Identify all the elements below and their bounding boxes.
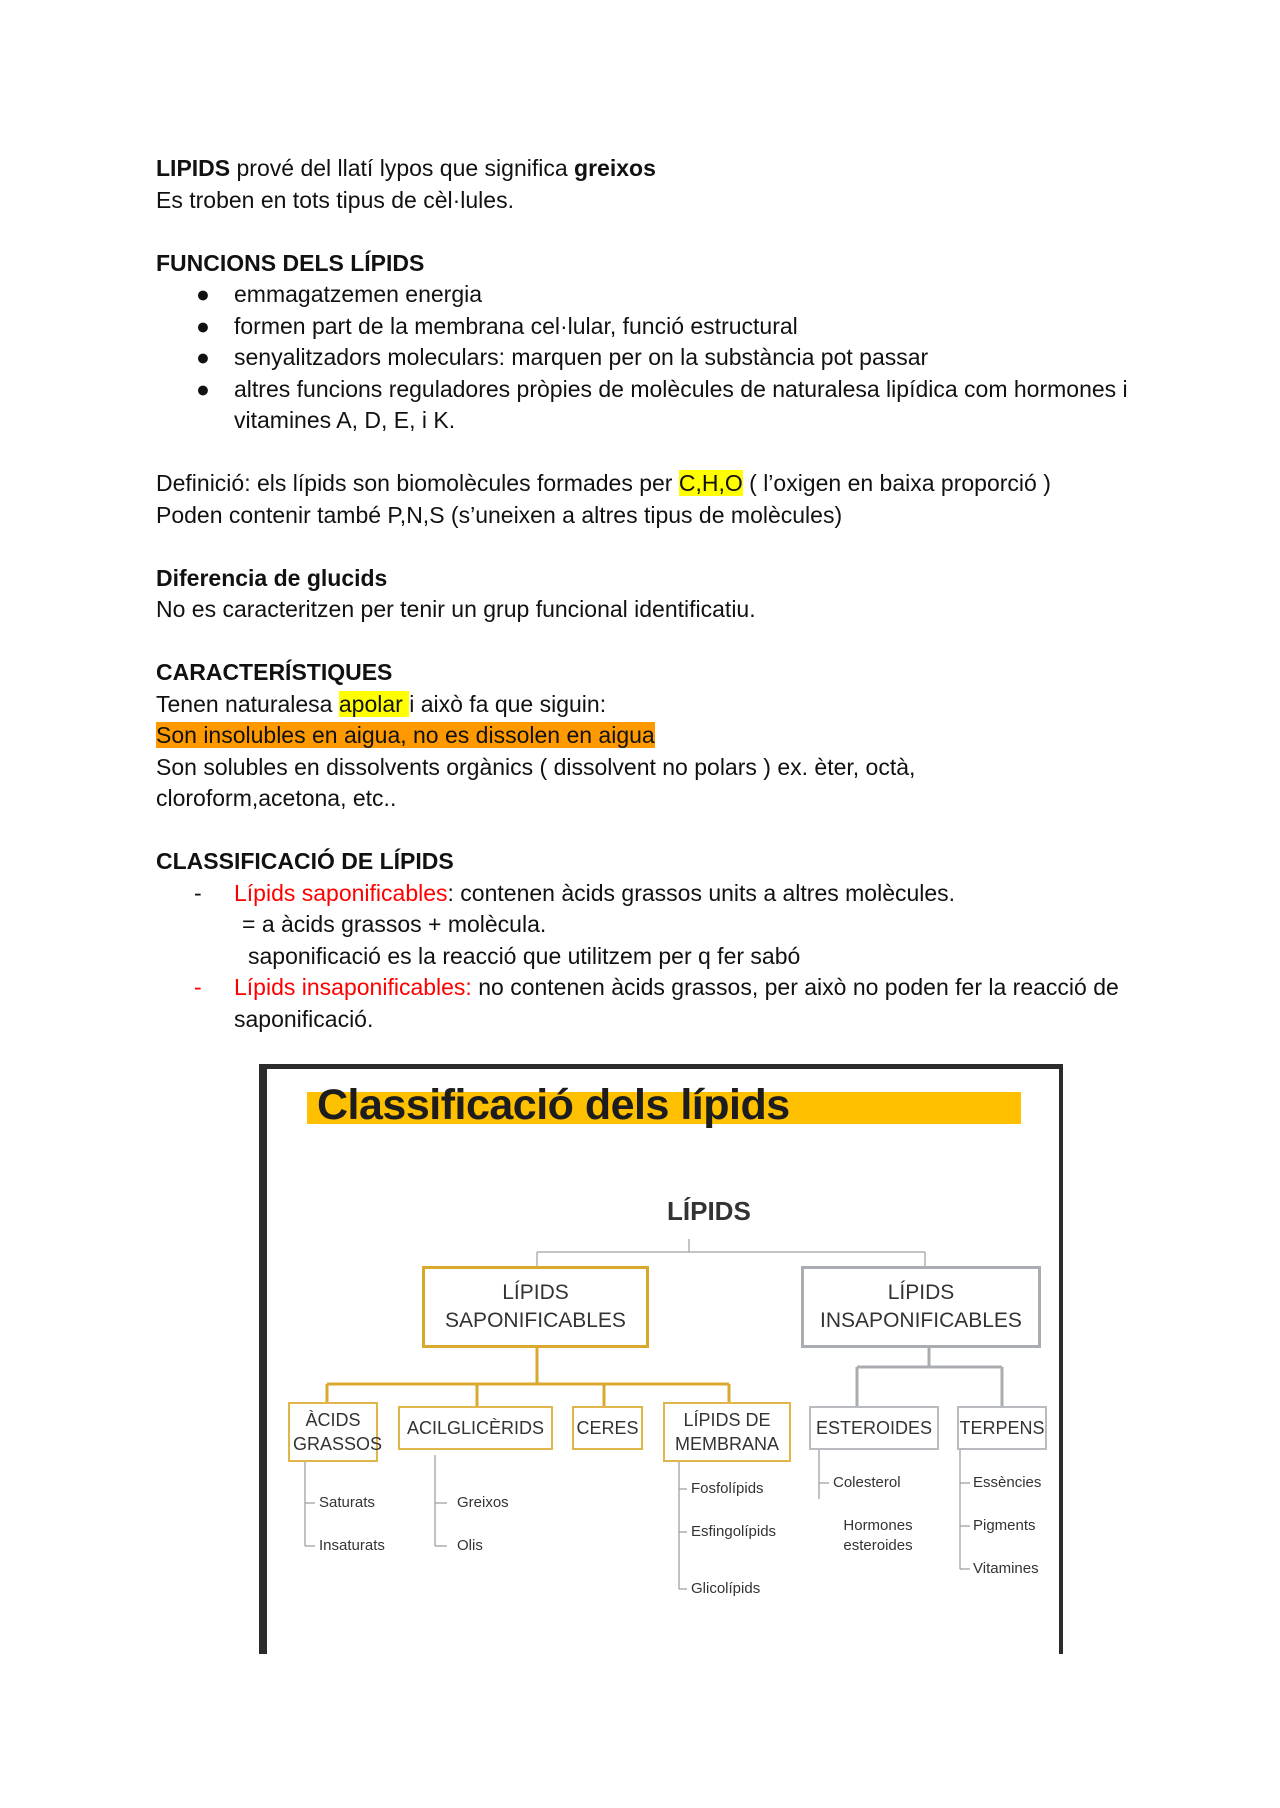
list-item: - Lípids insaponificables: no contenen àcids grassos, per això no poden fer la reacció de saponificació.: [194, 974, 1119, 1032]
highlight-apolar: apolar: [338, 690, 410, 717]
leaf-esfingolipids: Esfingolípids: [691, 1523, 777, 1540]
dash-icon: -: [194, 879, 202, 906]
heading-classificacio: CLASSIFICACIÓ DE LÍPIDS: [156, 848, 454, 874]
node-acilgliceridos: ACILGLICÈRIDS: [398, 1406, 553, 1450]
heading-funcions: FUNCIONS DELS LÍPIDS: [156, 249, 425, 276]
highlight-cho: C,H,O: [678, 470, 743, 496]
figure-title: Classificació dels lípids: [317, 1081, 790, 1129]
term-greixos: greixos: [574, 155, 656, 181]
leaf-saturats: Saturats: [319, 1494, 375, 1511]
leaf-insaturats: Insaturats: [319, 1537, 385, 1554]
highlight-insolubles: Son insolubles en aigua, no es dissolen en aigua: [156, 722, 655, 748]
intro-line-1: LIPIDS prové del llatí lypos que significa greixos: [156, 155, 656, 181]
funcions-list: [156, 279, 1136, 437]
node-saponificables: LÍPIDS SAPONIFICABLES: [422, 1266, 649, 1348]
classification-figure: [259, 1064, 1063, 1654]
node-terpens: TERPENS: [957, 1406, 1047, 1450]
bullet-icon: ●: [196, 375, 210, 402]
leaf-olis: Olis: [457, 1537, 483, 1554]
classificacio-note-1: = a àcids grassos + molècula.: [242, 911, 547, 937]
connector-lines: [267, 1069, 1059, 1654]
classificacio-list-2: [156, 972, 1136, 1035]
heading-caracteristiques: CARACTERÍSTIQUES: [156, 659, 393, 685]
document-text: [156, 153, 1136, 1035]
heading-diferencia: Diferencia de glucids: [156, 564, 388, 591]
leaf-fosfolipids: Fosfolípids: [691, 1480, 764, 1497]
leaf-greixos: Greixos: [457, 1494, 509, 1511]
bullet-icon: ●: [196, 344, 210, 370]
caracteristiques-line-3: Son solubles en dissolvents orgànics ( dissolvent no polars ) ex. èter, octà, cloroform,acetona, etc..: [156, 753, 916, 811]
definicio-line-2: Poden contenir també P,N,S (s’uneixen a altres tipus de molècules): [156, 501, 843, 528]
definicio-line-1: Definició: els lípids son biomolècules formades per C,H,O ( l’oxigen en baixa proporció ): [156, 470, 1051, 496]
root-node: LÍPIDS: [667, 1196, 751, 1226]
bullet-icon: ●: [196, 312, 210, 339]
caracteristiques-line-1: Tenen naturalesa apolar i això fa que siguin:: [156, 690, 607, 717]
node-lipids-membrana: LÍPIDS DE MEMBRANA: [663, 1402, 791, 1462]
node-acids-grassos: ÀCIDS GRASSOS: [288, 1402, 378, 1462]
node-insaponificables: LÍPIDS INSAPONIFICABLES: [801, 1266, 1041, 1348]
dash-icon: -: [194, 974, 202, 1000]
caracteristiques-line-2: [156, 720, 1136, 752]
leaf-colesterol: Colesterol: [833, 1474, 901, 1491]
list-item: ● altres funcions reguladores pròpies de molècules de naturalesa lipídica com hormones i vitamines A, D, E, i K.: [196, 375, 1128, 433]
diferencia-text: No es caracteritzen per tenir un grup funcional identificatiu.: [156, 596, 756, 622]
leaf-essencies: Essències: [973, 1474, 1042, 1491]
intro-line-2: Es troben en tots tipus de cèl·lules.: [156, 186, 514, 213]
term-lipids: LIPIDS: [156, 155, 231, 181]
list-item: ● senyalitzadors moleculars: marquen per on la substància pot passar: [156, 342, 1136, 374]
node-esteroides: ESTEROIDES: [809, 1406, 939, 1450]
classificacio-note-2: saponificació es la reacció que utilitzem per q fer sabó: [248, 942, 801, 969]
leaf-glicolipids: Glicolípids: [691, 1580, 761, 1597]
list-item: - Lípids saponificables: contenen àcids grassos units a altres molècules.: [156, 878, 1136, 910]
leaf-hormones-esteroides: Hormones esteroides: [843, 1517, 913, 1554]
bullet-icon: ●: [196, 281, 210, 307]
node-ceres: CERES: [572, 1406, 643, 1450]
list-item: ● formen part de la membrana cel·lular, funció estructural: [156, 311, 1136, 343]
leaf-pigments: Pigments: [973, 1517, 1036, 1534]
list-item: ● emmagatzemen energia: [156, 279, 1136, 311]
classificacio-list: [156, 878, 1136, 910]
leaf-vitamines: Vitamines: [973, 1560, 1039, 1577]
